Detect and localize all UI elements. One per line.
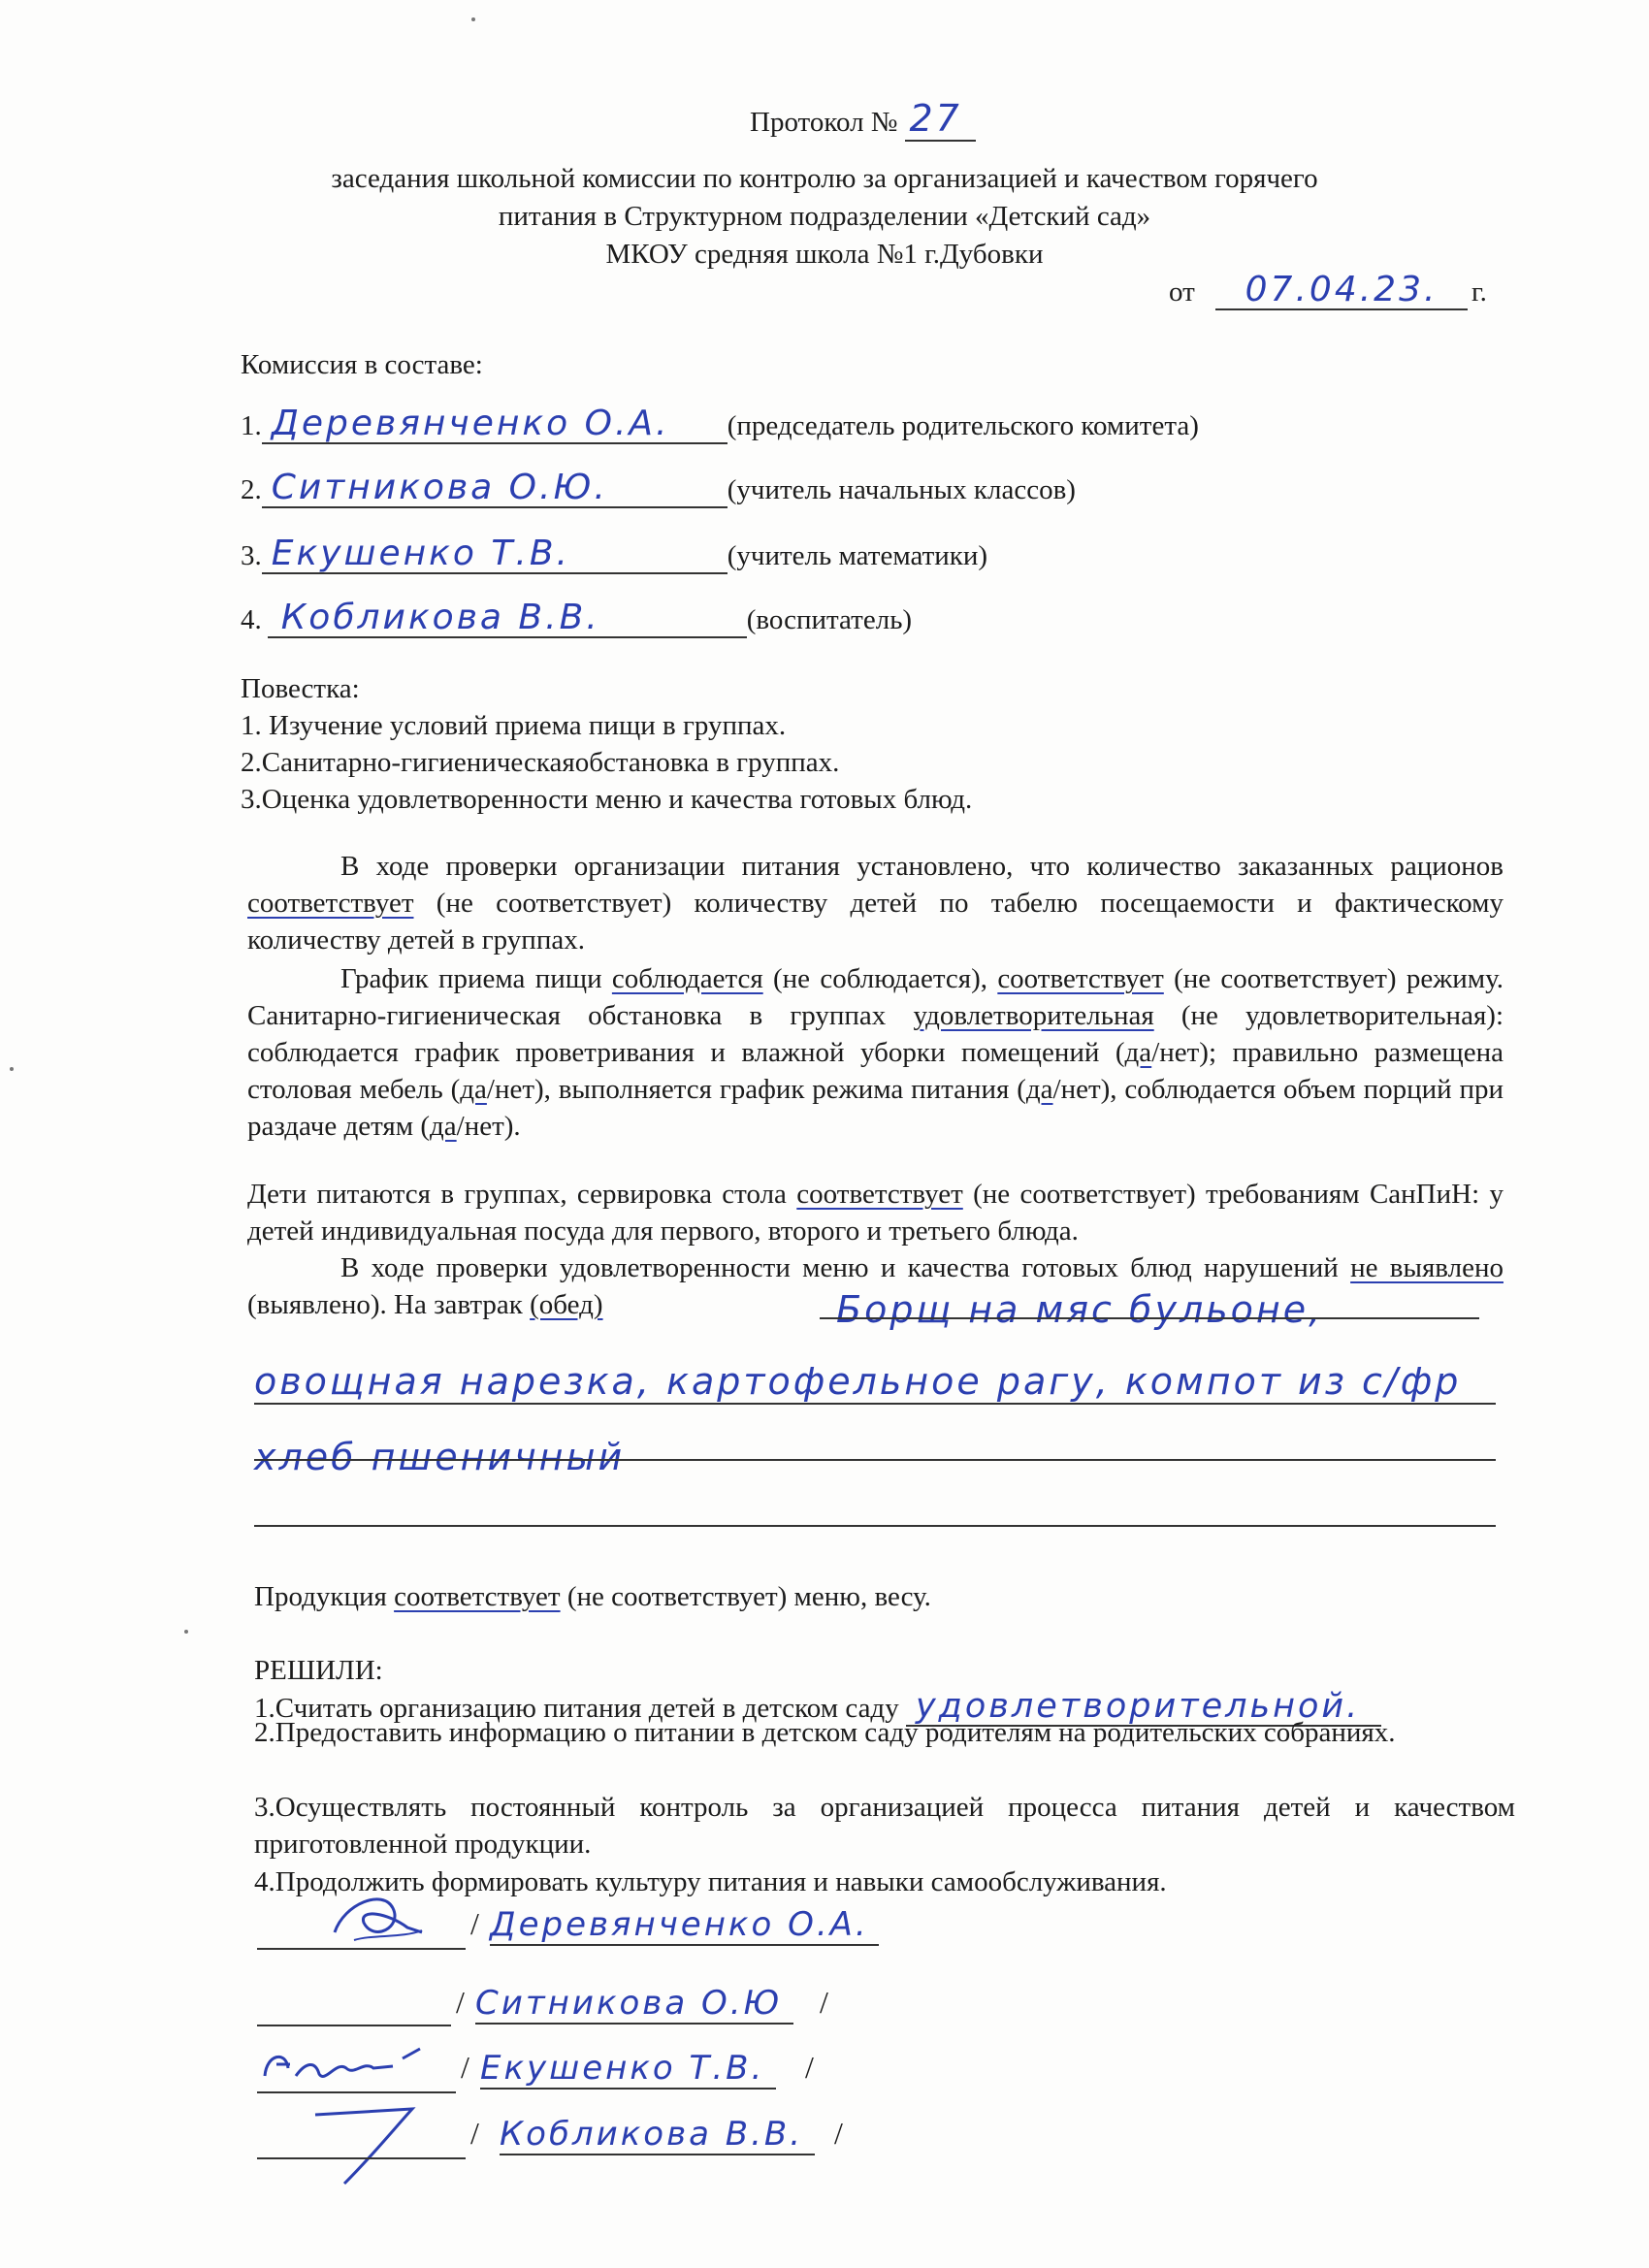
member-role: (председатель родительского комитета) [727, 410, 1199, 441]
underlined-choice: соответствует [394, 1581, 561, 1612]
underlined-choice: (обед) [530, 1289, 603, 1320]
slash: / [470, 2116, 479, 2151]
text-run: Дети питаются в группах, сервировка стола [247, 1179, 797, 1210]
underlined-choice: да [1124, 1037, 1152, 1068]
underlined-choice: соблюдается [611, 963, 763, 994]
date-prefix: от [1169, 276, 1195, 308]
underlined-choice: да [430, 1111, 457, 1142]
signer-name: Деревянченко О.А. [490, 1905, 879, 1946]
signature-scribble [315, 1884, 461, 1952]
member-row [241, 470, 1076, 508]
signature-row [257, 2047, 858, 2101]
signature-row [257, 2105, 858, 2183]
decision-handwritten: удовлетворительной. [906, 1688, 1381, 1727]
underlined-choice: не выявлено [1350, 1252, 1504, 1283]
menu-rule [254, 1403, 1496, 1405]
signature-rule [257, 2157, 466, 2159]
text-run: В ходе проверки организации питания установлено, что количество заказанных рационов [340, 851, 1504, 882]
member-number: 3. [241, 540, 262, 571]
menu-handwritten-2: овощная нарезка, картофельное рагу, компот из с/фр [254, 1360, 1462, 1403]
text-run: (не соответствует) режиму. Санитарно-гигиеническая обстановка в группах [247, 963, 1504, 1031]
findings-paragraph-2 [247, 960, 1504, 1145]
underlined-choice: соответствует [997, 963, 1164, 994]
date-row [1169, 272, 1487, 310]
text-run: График приема пищи [340, 963, 612, 994]
underlined-choice: соответствует [247, 888, 414, 919]
header-line-3: МКОУ средняя школа №1 г.Дубовки [605, 239, 1044, 270]
slash: / [834, 2116, 843, 2151]
text-run: /нет), выполняется график режима питания ( [486, 1074, 1026, 1105]
products-line [254, 1578, 931, 1615]
signature-rule [257, 2091, 456, 2093]
underlined-choice: удовлетворительная [913, 1000, 1154, 1031]
member-role: (учитель математики) [727, 540, 988, 571]
slash: / [805, 2050, 814, 2085]
slash: / [456, 1985, 465, 2020]
slash: / [461, 2050, 469, 2085]
date-value: 07.04.23. [1215, 272, 1468, 310]
slash: / [470, 1906, 479, 1941]
findings-paragraph-3 [247, 1176, 1504, 1249]
member-role: (воспитатель) [746, 604, 913, 635]
underlined-choice: соответствует [796, 1179, 963, 1210]
protocol-title [750, 97, 976, 141]
menu-rule [254, 1459, 1496, 1461]
agenda-item: 1. Изучение условий приема пищи в группах. [241, 710, 787, 741]
text-run: (не удовлетворительная): соблюдается график проветривания и влажной уборки помещений ( [247, 1000, 1504, 1068]
menu-rule [820, 1317, 1479, 1319]
text-run: В ходе проверки удовлетворенности меню и качества готовых блюд нарушений [340, 1252, 1351, 1283]
member-name: Екушенко Т.В. [262, 535, 728, 574]
member-role: (учитель начальных классов) [727, 474, 1076, 505]
agenda-item: 3.Оценка удовлетворенности меню и качества готовых блюд. [241, 784, 973, 815]
text-run: (выявлено). На завтрак [247, 1289, 531, 1320]
agenda [241, 670, 972, 818]
member-number: 2. [241, 474, 262, 505]
protocol-number: 27 [905, 97, 975, 142]
member-number: 1. [241, 410, 262, 441]
agenda-item: 2.Санитарно-гигиеническаяобстановка в группах. [241, 747, 840, 778]
date-suffix: г. [1471, 276, 1487, 308]
scan-speck [184, 1630, 188, 1634]
signature-row [257, 1980, 858, 2034]
signer-name: Ситникова О.Ю [475, 1984, 793, 2025]
underlined-choice: да [1025, 1074, 1053, 1105]
member-name: Кобликова В.В. [268, 599, 747, 638]
decision-item: 4.Продолжить формировать культуру питания и навыки самообслуживания. [254, 1866, 1167, 1897]
header-line-2: питания в Структурном подразделении «Детский сад» [498, 201, 1151, 232]
signature-scribble [296, 2101, 441, 2188]
agenda-heading: Повестка: [241, 673, 360, 704]
text-run: 1.Считать организацию питания детей в детском саду [254, 1693, 899, 1724]
text-run: (не соответствует) требованиям СанПиН: у детей индивидуальная посуда для первого, второго и третьего блюда. [247, 1179, 1504, 1247]
signature-row [257, 1903, 869, 1958]
menu-handwritten-3: хлеб пшеничный [254, 1436, 626, 1478]
findings-paragraph-1 [247, 848, 1504, 958]
text-run: /нет). [456, 1111, 521, 1142]
member-row [241, 405, 1199, 444]
member-row [241, 599, 912, 638]
text-run: (не соответствует) меню, весу. [560, 1581, 931, 1612]
text-run: (не соблюдается), [762, 963, 998, 994]
text-run: /нет), соблюдается объем порций при раздаче детям ( [247, 1074, 1504, 1142]
member-name: Ситникова О.Ю. [262, 470, 728, 508]
member-name: Деревянченко О.А. [262, 405, 728, 444]
scan-speck [10, 1067, 14, 1071]
underlined-choice: да [460, 1074, 487, 1105]
text-run: (не соответствует) количеству детей по табелю посещаемости и фактическому количеству детей в группах. [247, 888, 1504, 956]
menu-rule [254, 1525, 1496, 1527]
scan-speck [471, 17, 475, 21]
signer-name: Кобликова В.В. [500, 2115, 815, 2155]
signature-rule [257, 1948, 466, 1950]
header-line-1: заседания школьной комиссии по контролю за организацией и качеством горячего [331, 163, 1318, 194]
commission-heading: Комиссия в составе: [241, 349, 483, 380]
decision-item: 3.Осуществлять постоянный контроль за организацией процесса питания детей и качеством приготовленной продукции. [254, 1792, 1515, 1860]
decision-item: 2.Предоставить информацию о питании в детском саду родителям на родительских собраниях. [254, 1717, 1396, 1748]
text-run: /нет); правильно размещена столовая мебель ( [247, 1037, 1504, 1105]
text-run: Продукция [254, 1581, 395, 1612]
signer-name: Екушенко Т.В. [480, 2049, 776, 2090]
menu-handwritten-1: Борщ на мяс бульоне, [836, 1288, 1324, 1331]
signature-scribble [257, 2039, 451, 2097]
member-row [241, 535, 987, 574]
title-prefix: Протокол № [750, 107, 898, 138]
signature-rule [257, 2025, 451, 2026]
slash: / [820, 1985, 828, 2020]
decision-heading: РЕШИЛИ: [254, 1655, 383, 1686]
member-number: 4. [241, 604, 262, 635]
